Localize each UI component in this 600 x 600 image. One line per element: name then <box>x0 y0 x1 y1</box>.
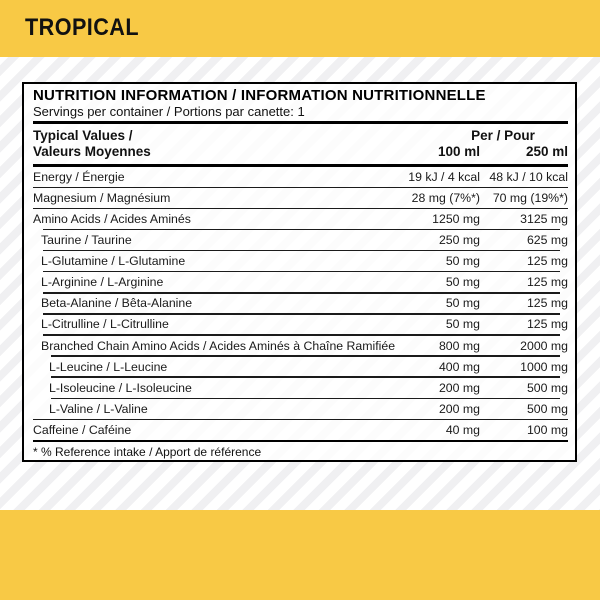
value-per-250ml: 625 mg <box>526 233 568 248</box>
value-per-100ml: 1250 mg <box>432 211 480 226</box>
nutrient-label: L-Arginine / L-Arginine <box>41 275 164 290</box>
value-per-100ml: 50 mg <box>445 296 480 311</box>
table-row <box>33 294 568 314</box>
nutrient-rows <box>33 167 568 440</box>
typical-values-line2: Valeurs Moyennes <box>33 143 151 159</box>
value-per-100ml: 19 kJ / 4 kcal <box>408 169 480 184</box>
nutrient-label: L-Isoleucine / L-Isoleucine <box>49 380 192 395</box>
footnote: * % Reference intake / Apport de référence <box>33 445 262 460</box>
value-per-250ml: 500 mg <box>526 380 568 395</box>
value-per-250ml: 125 mg <box>526 317 568 332</box>
per-pour-header: Per / Pour <box>471 128 535 143</box>
typical-values-header <box>33 128 151 159</box>
col-250ml-header: 250 ml <box>525 143 568 159</box>
nutrient-label: Branched Chain Amino Acids / Acides Aminés à Chaîne Ramifiée <box>41 338 396 353</box>
value-per-250ml: 125 mg <box>526 296 568 311</box>
flavor-title: TROPICAL <box>25 14 140 41</box>
table-row <box>33 251 568 271</box>
value-per-100ml: 800 mg <box>438 338 480 353</box>
value-per-100ml: 50 mg <box>445 317 480 332</box>
nutrient-label: Amino Acids / Acides Aminés <box>33 211 191 226</box>
value-per-100ml: 200 mg <box>438 401 480 416</box>
value-per-250ml: 48 kJ / 10 kcal <box>489 169 568 184</box>
top-yellow-band <box>0 0 600 57</box>
value-per-250ml: 500 mg <box>526 401 568 416</box>
ml-header-row <box>360 144 568 160</box>
value-per-250ml: 2000 mg <box>520 338 568 353</box>
value-per-100ml: 28 mg (7%*) <box>411 190 480 205</box>
value-per-100ml: 50 mg <box>445 254 480 269</box>
table-row <box>33 230 568 250</box>
nutrient-label: Energy / Énergie <box>33 169 125 184</box>
table-row <box>33 188 568 208</box>
table-row <box>33 209 568 229</box>
column-header-row <box>33 124 568 162</box>
nutrient-label: L-Citrulline / L-Citrulline <box>41 317 169 332</box>
per-columns-header <box>360 128 568 159</box>
table-row <box>33 420 568 440</box>
nutrient-label: Beta-Alanine / Bêta-Alanine <box>41 296 193 311</box>
bottom-yellow-band <box>0 510 600 600</box>
value-per-100ml: 200 mg <box>438 380 480 395</box>
col-100ml-header: 100 ml <box>437 143 480 159</box>
value-per-250ml: 3125 mg <box>520 211 568 226</box>
value-per-100ml: 40 mg <box>445 422 480 437</box>
nutrient-label: Caffeine / Caféine <box>33 422 132 437</box>
value-per-100ml: 50 mg <box>445 275 480 290</box>
panel-title: NUTRITION INFORMATION / INFORMATION NUTRITIONNELLE <box>33 87 486 104</box>
nutrient-label: L-Valine / L-Valine <box>49 401 148 416</box>
table-row <box>33 315 568 335</box>
nutrition-panel <box>22 82 577 462</box>
table-row <box>33 167 568 187</box>
nutrient-label: L-Leucine / L-Leucine <box>49 359 168 374</box>
nutrient-label: Taurine / Taurine <box>41 233 132 248</box>
value-per-250ml: 100 mg <box>526 422 568 437</box>
nutrient-label: Magnesium / Magnésium <box>33 190 171 205</box>
value-per-250ml: 125 mg <box>526 275 568 290</box>
value-per-100ml: 400 mg <box>438 359 480 374</box>
value-per-250ml: 70 mg (19%*) <box>492 190 568 205</box>
value-per-250ml: 1000 mg <box>520 359 568 374</box>
table-row <box>33 357 568 377</box>
servings-line: Servings per container / Portions par canette: 1 <box>33 104 305 119</box>
table-row <box>33 336 568 356</box>
typical-values-line1: Typical Values / <box>33 128 133 143</box>
value-per-100ml: 250 mg <box>438 233 480 248</box>
value-per-250ml: 125 mg <box>526 254 568 269</box>
table-row <box>33 378 568 398</box>
table-row <box>33 399 568 419</box>
table-row <box>33 272 568 292</box>
nutrient-label: L-Glutamine / L-Glutamine <box>41 254 186 269</box>
